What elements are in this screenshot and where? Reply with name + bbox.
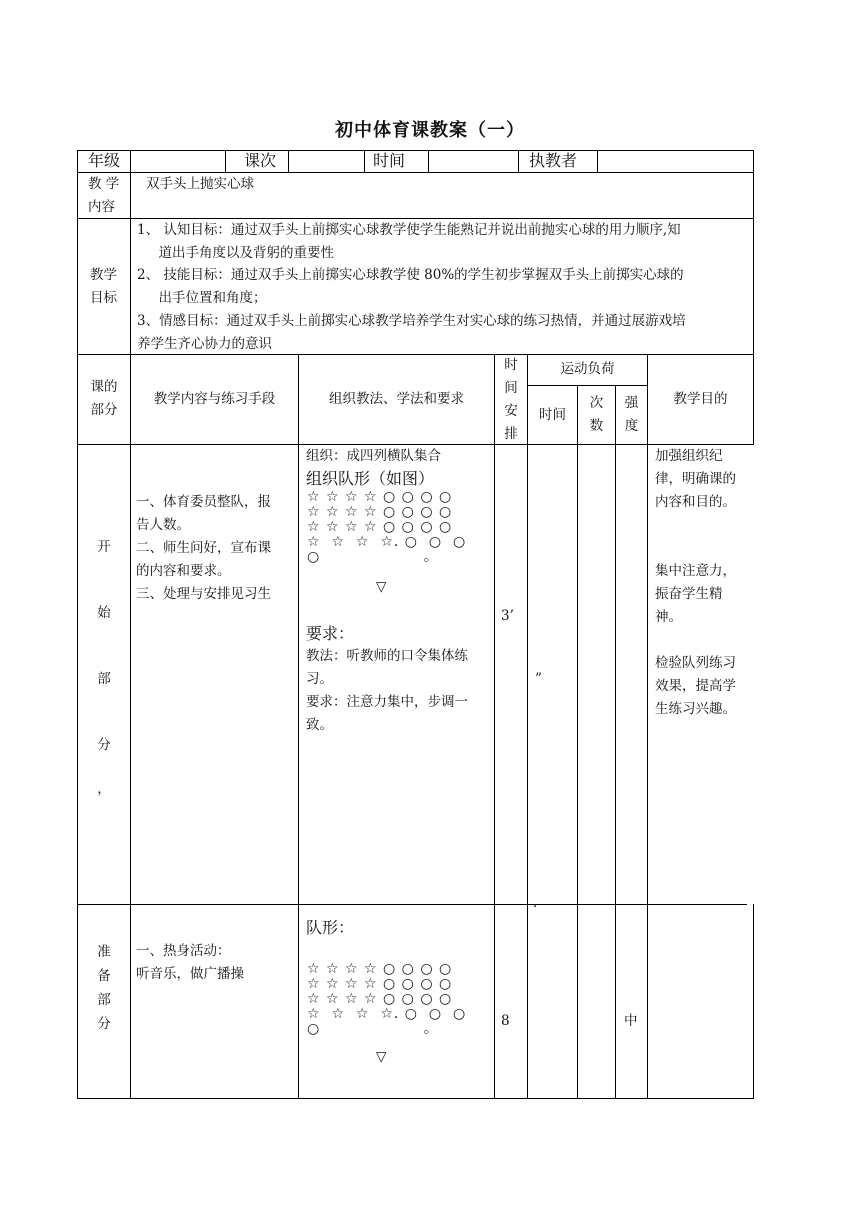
- objective-3: 3、情感目标：通过双手头上前掷实心球教学培养学生对实心球的练习热情，并通过展游戏培 养学生齐心协力的意识: [137, 313, 686, 352]
- col-org-header: 组织教法、学法和要求: [329, 391, 464, 407]
- prep-intensity: 中: [624, 1013, 638, 1029]
- prep-content: 一、热身活动： 听音乐，做广播操: [136, 943, 244, 982]
- page-title: 初中体育课教案（一）: [335, 120, 525, 141]
- lesson-label: 课次: [244, 151, 277, 170]
- time-label: 时间: [373, 151, 406, 170]
- col-load-time-header: 时间: [539, 407, 566, 423]
- col-load-count-header: 次 数: [589, 395, 604, 434]
- start-part-label: 开 始 部 分 ，: [97, 539, 111, 797]
- grade-label: 年级: [88, 151, 121, 170]
- start-org-line1: 组织：成四列横队集合: [306, 448, 441, 464]
- start-req-title: 要求：: [306, 624, 355, 643]
- start-load-time: ”: [535, 671, 542, 687]
- teacher-position-icon: ▽: [376, 579, 387, 595]
- prep-formation: ☆ ☆ ☆ ☆ ○ ○ ○ ○ ☆ ☆ ☆ ☆ ○ ○ ○ ○ ☆ ☆ ☆ ☆ ○ ○ ○ ○ ☆ ☆ ☆ ☆. ○ ○ ○ ○ 。: [307, 961, 467, 1037]
- start-content: 一、体育委员整队，报 告人数。 二、师生问好，宣布课 的内容和要求。 三、处理与安排见习生: [136, 494, 271, 602]
- prep-org-title: 队形：: [306, 918, 355, 937]
- start-time: 3’: [501, 608, 514, 624]
- col-time-header: 时 间 安 排: [504, 357, 518, 442]
- col-part-header: 课的 部分: [90, 379, 118, 418]
- col-content-header: 教学内容与练习手段: [153, 391, 276, 407]
- teacher-label: 执教者: [529, 151, 578, 170]
- content-value: 双手头上抛实心球: [146, 176, 254, 192]
- objective-1: 1、 认知目标：通过双手头上前掷实心球教学使学生能熟记并说出前抛实心球的用力顺序,知 道出手角度以及背躬的重要性: [137, 222, 681, 261]
- prep-part-label: 准 备 部 分: [97, 944, 111, 1032]
- start-org-line2: 组织队形（如图）: [306, 469, 435, 488]
- start-formation: ☆ ☆ ☆ ☆ ○ ○ ○ ○ ☆ ☆ ☆ ☆ ○ ○ ○ ○ ☆ ☆ ☆ ☆ ○ ○ ○ ○ ☆ ☆ ☆ ☆. ○ ○ ○ ○ 。: [307, 489, 467, 565]
- start-load-time-mark: ．: [533, 895, 547, 911]
- col-load-intensity-header: 强 度: [624, 395, 639, 434]
- start-purpose: 加强组织纪 律，明确课的 内容和目的。 集中注意力， 振奋学生精 神。 检验队列练习 效果，提高学 生练习兴趣。: [655, 448, 736, 717]
- prep-time: 8: [501, 1013, 510, 1029]
- content-label: 教 学 内容: [88, 176, 120, 215]
- col-purpose-header: 教学目的: [673, 391, 728, 407]
- objectives-label: 教学 目标: [90, 267, 117, 306]
- objective-2: 2、 技能目标：通过双手头上前掷实心球教学使 80%的学生初步掌握双手头上前掷实心球的 出手位置和角度；: [137, 267, 684, 306]
- start-req-body: 教法：听教师的口令集体练 习。 要求：注意力集中，步调一 致。: [306, 648, 468, 733]
- prep-teacher-position-icon: ▽: [376, 1049, 387, 1065]
- col-load-header: 运动负荷: [560, 361, 615, 377]
